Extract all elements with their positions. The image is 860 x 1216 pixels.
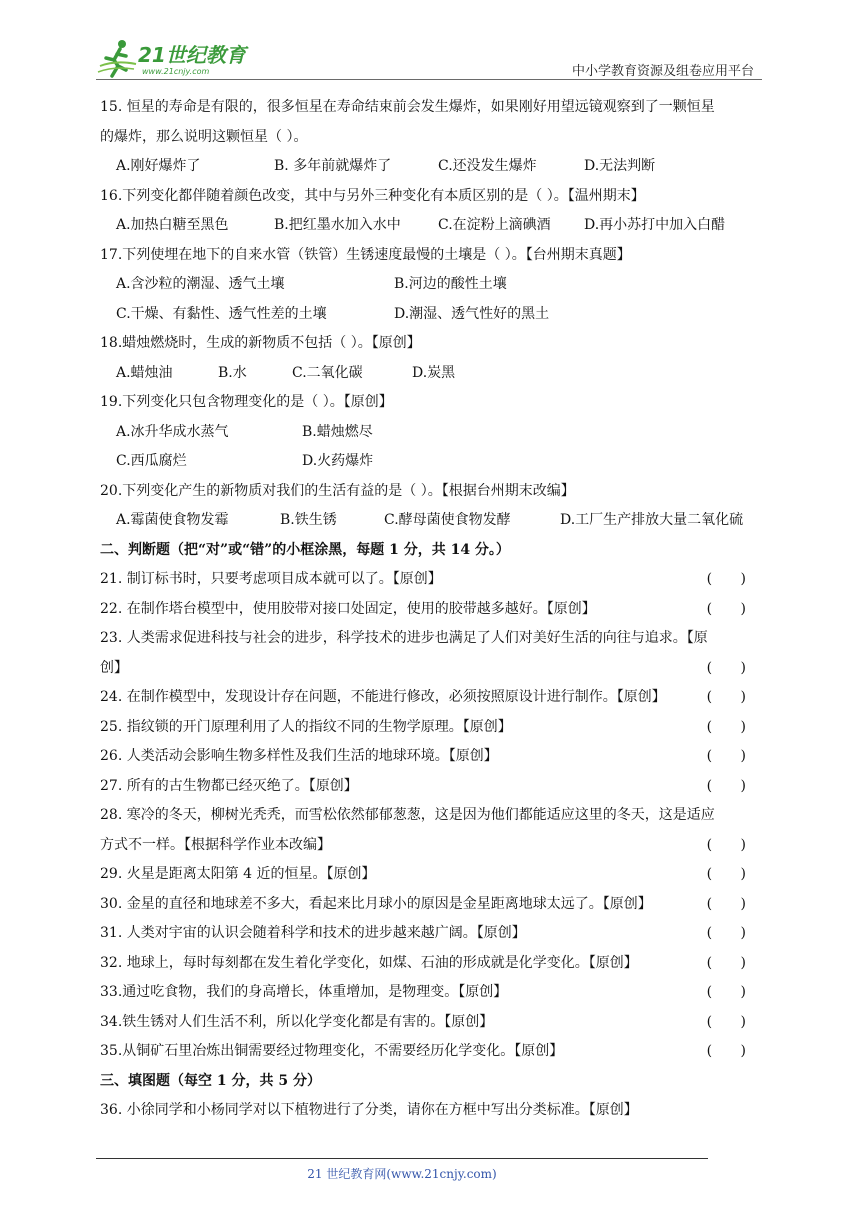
judge-item-29: [100, 860, 762, 890]
question-17-options-row-1: [100, 270, 762, 300]
judge-item-34: [100, 1008, 762, 1038]
judge-item-21: [100, 565, 762, 595]
question-15-line-2: 的爆炸，那么说明这颗恒星（ ）。: [100, 128, 308, 145]
judge-text: 35.从铜矿石里冶炼出铜需要经过物理变化，不需要经历化学变化。【原创】: [100, 1043, 564, 1059]
option-a: A.含沙粒的潮湿、透气土壤: [116, 276, 285, 292]
question-19-stem: 19.下列变化只包含物理变化的是（ ）。【原创】: [100, 394, 393, 410]
question-19-options-row-1: [100, 418, 762, 448]
judge-item-30: [100, 890, 762, 920]
judge-text: 29. 火星是距离太阳第 4 近的恒星。【原创】: [100, 866, 376, 882]
answer-parentheses: ( ): [706, 984, 758, 1000]
option-d: D.再小苏打中加入白醋: [584, 217, 726, 233]
option-c: C.酵母菌使食物发酵: [384, 512, 511, 528]
option-b: B. 多年前就爆炸了: [274, 158, 392, 174]
option-a: A.蜡烛油: [116, 364, 173, 381]
answer-parentheses: ( ): [706, 1043, 758, 1059]
judge-text: 32. 地球上，每时每刻都在发生着化学变化，如煤、石油的形成就是化学变化。【原创】: [100, 954, 638, 971]
option-a: A.刚好爆炸了: [116, 158, 201, 174]
judge-item-23-line-1: 23. 人类需求促进科技与社会的进步，科学技术的进步也满足了人们对美好生活的向往与追求。【原: [100, 630, 708, 646]
judge-item-33: [100, 978, 762, 1008]
answer-parentheses: ( ): [706, 659, 758, 676]
answer-parentheses: ( ): [706, 1013, 758, 1030]
judge-item-28-line-1: 28. 寒冷的冬天，柳树光秃秃，而雪松依然郁郁葱葱，这是因为他们都能适应这里的冬天，这是适应: [100, 807, 715, 823]
option-d: D.火药爆炸: [302, 453, 374, 469]
option-c: C.二氧化碳: [292, 364, 363, 381]
judge-item-31: [100, 919, 762, 949]
section-3-title: 三、填图题（每空 1 分，共 5 分）: [100, 1072, 321, 1089]
judge-item-25: [100, 713, 762, 743]
judge-item-22: [100, 595, 762, 625]
judge-item-28-line-2: [100, 831, 762, 861]
answer-parentheses: ( ): [706, 748, 758, 764]
option-b: B.水: [218, 364, 247, 381]
platform-name: 中小学教育资源及组卷应用平台: [571, 64, 754, 79]
judge-item-24: [100, 683, 762, 713]
header-divider: [96, 79, 762, 80]
judge-text: 21. 制订标书时，只要考虑项目成本就可以了。【原创】: [100, 571, 442, 587]
answer-parentheses: ( ): [706, 836, 758, 853]
question-20-stem: 20.下列变化产生的新物质对我们的生活有益的是（ ）。【根据台州期末改编】: [100, 482, 575, 499]
question-16-stem: 16.下列变化都伴随着颜色改变，其中与另外三种变化有本质区别的是（ ）。【温州期末】: [100, 187, 645, 204]
judge-item-23-line-2: [100, 654, 762, 684]
option-d: D.炭黑: [412, 364, 456, 381]
option-d: D.工厂生产排放大量二氧化硫: [560, 512, 744, 528]
judge-text: 30. 金星的直径和地球差不多大，看起来比月球小的原因是金星距离地球太远了。【原创】: [100, 895, 652, 912]
answer-parentheses: ( ): [706, 571, 758, 587]
option-b: B.河边的酸性土壤: [394, 276, 507, 292]
option-a: A.冰升华成水蒸气: [116, 423, 229, 440]
option-b: B.铁生锈: [280, 512, 337, 528]
page-header: [96, 36, 762, 80]
answer-parentheses: ( ): [706, 600, 758, 617]
judge-item-35: [100, 1037, 762, 1067]
question-17-options-row-2: [100, 300, 762, 330]
question-15-options: [100, 152, 762, 182]
option-d: D.潮湿、透气性好的黑土: [394, 305, 550, 322]
answer-parentheses: ( ): [706, 718, 758, 735]
answer-parentheses: ( ): [706, 689, 758, 705]
option-b: B.把红墨水加入水中: [274, 217, 401, 233]
option-d: D.无法判断: [584, 158, 656, 174]
question-20-options: [100, 506, 762, 536]
footer-divider: [96, 1158, 708, 1159]
question-36-stem: 36. 小徐同学和小杨同学对以下植物进行了分类，请你在方框中写出分类标准。【原创】: [100, 1102, 638, 1118]
question-18-options: [100, 359, 762, 389]
judge-text: 22. 在制作塔台模型中，使用胶带对接口处固定，使用的胶带越多越好。【原创】: [100, 600, 596, 617]
exam-content: [100, 93, 762, 1126]
question-15-line-1: 15. 恒星的寿命是有限的，很多恒星在寿命结束前会发生爆炸，如果刚好用望远镜观察到了一颗恒星: [100, 99, 715, 115]
question-16-options: [100, 211, 762, 241]
option-c: C.干燥、有黏性、透气性差的土壤: [116, 305, 327, 322]
option-a: A.霉菌使食物发霉: [116, 512, 229, 528]
judge-text: 27. 所有的古生物都已经灭绝了。【原创】: [100, 777, 358, 794]
judge-text: 31. 人类对宇宙的认识会随着科学和技术的进步越来越广阔。【原创】: [100, 925, 526, 941]
question-18-stem: 18.蜡烛燃烧时，生成的新物质不包括（ ）。【原创】: [100, 335, 421, 351]
logo-21cnjy: [96, 36, 266, 80]
svg-text:21世纪教育: 21世纪教育: [138, 43, 246, 67]
answer-parentheses: ( ): [706, 777, 758, 794]
option-b: B.蜡烛燃尽: [302, 423, 373, 440]
judge-text: 24. 在制作模型中，发现设计存在问题，不能进行修改，必须按照原设计进行制作。【原创】: [100, 689, 666, 705]
option-c: C.在淀粉上滴碘酒: [438, 217, 551, 233]
option-a: A.加热白糖至黑色: [116, 217, 229, 233]
judge-text: 方式不一样。【根据科学作业本改编】: [100, 836, 331, 853]
judge-text: 创】: [100, 659, 128, 676]
answer-parentheses: ( ): [706, 954, 758, 971]
judge-item-32: [100, 949, 762, 979]
judge-item-26: [100, 742, 762, 772]
judge-text: 33.通过吃食物，我们的身高增长，体重增加，是物理变。【原创】: [100, 984, 508, 1000]
footer-site[interactable]: 21 世纪教育网(www.21cnjy.com): [307, 1167, 497, 1181]
option-c: C.西瓜腐烂: [116, 453, 187, 469]
answer-parentheses: ( ): [706, 895, 758, 912]
judge-text: 26. 人类活动会影响生物多样性及我们生活的地球环境。【原创】: [100, 748, 498, 764]
question-19-options-row-2: [100, 447, 762, 477]
judge-item-27: [100, 772, 762, 802]
judge-text: 34.铁生锈对人们生活不利，所以化学变化都是有害的。【原创】: [100, 1013, 494, 1030]
answer-parentheses: ( ): [706, 925, 758, 941]
section-2-title: 二、判断题（把“对”或“错”的小框涂黑，每题 1 分，共 14 分。）: [100, 541, 510, 558]
question-17-stem: 17.下列使埋在地下的自来水管（铁管）生锈速度最慢的土壤是（ ）。【台州期末真题】: [100, 246, 631, 263]
option-c: C.还没发生爆炸: [438, 158, 537, 174]
answer-parentheses: ( ): [706, 866, 758, 882]
svg-text:www.21cnjy.com: www.21cnjy.com: [142, 67, 210, 76]
judge-text: 25. 指纹锁的开门原理利用了人的指纹不同的生物学原理。【原创】: [100, 718, 512, 735]
